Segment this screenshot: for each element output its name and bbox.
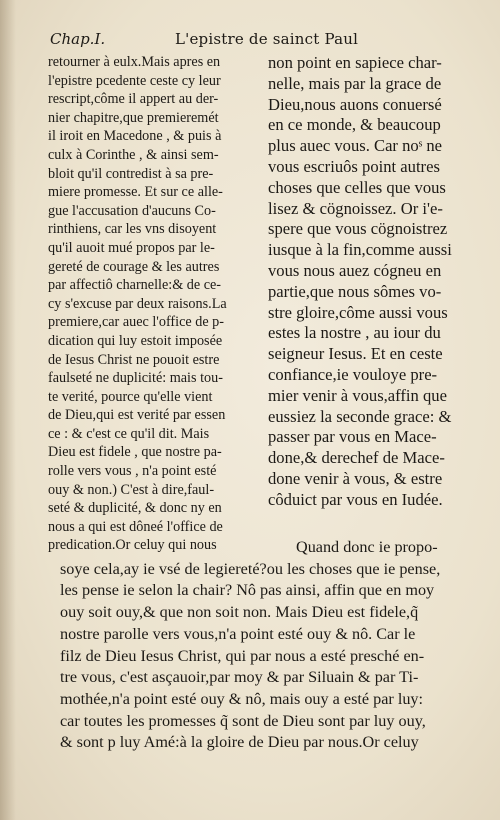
scripture-line: mier venir à vous,affin que: [268, 385, 447, 405]
commentary-line: te verité, pource qu'elle vient: [48, 388, 213, 405]
scripture-line: passer par vous en Mace-: [268, 427, 437, 447]
scripture-line: confiance,ie vouloye pre-: [268, 364, 438, 384]
commentary-line: rinthiens, car les vns disoyent: [48, 221, 217, 238]
scripture-column: [268, 53, 474, 511]
commentary-line: de Dieu,qui est verité par essen: [48, 407, 226, 424]
commentary-line: gereté de courage & les autres: [48, 258, 220, 275]
scripture-line: vous escriuôs point autres: [268, 156, 440, 176]
scripture-line: tre vous, c'est asçauoir,par moy & par Siluain & par Ti-: [60, 668, 419, 687]
scripture-line: done,& derechef de Mace-: [268, 448, 445, 468]
scripture-line: estes la nostre , au iour du: [268, 323, 441, 343]
commentary-line: premiere,car auec l'office de p-: [48, 314, 224, 331]
commentary-line: bloit qu'il contredist à sa pre-: [48, 165, 214, 182]
commentary-line: nier chapitre,que premieremét: [48, 109, 219, 126]
scripture-line: nelle, mais par la grace de: [268, 73, 442, 93]
commentary-line: rolle vers vous , n'a point esté: [48, 463, 217, 480]
scripture-line: ouy soit ouy,& que non soit non. Mais Dieu est fidele,q̃: [60, 603, 419, 622]
commentary-line: nous a qui est dôneé l'office de: [48, 518, 223, 535]
scripture-line: seigneur Iesus. Et en ceste: [268, 344, 443, 364]
commentary-line: ouy & non.) C'est à dire,faul-: [48, 481, 215, 498]
commentary-column: [48, 53, 258, 555]
commentary-line: de Iesus Christ ne pouoit estre: [48, 351, 220, 368]
commentary-line: qu'il auoit mué propos par le-: [48, 239, 215, 256]
scripture-line: mothée,n'a point esté ouy & nô, mais ouy a esté par luy:: [60, 689, 424, 708]
scripture-line: soye cela,ay ie vsé de legiereté?ou les choses que ie pense,: [60, 559, 441, 578]
commentary-line: faulseté ne duplicité: mais tou-: [48, 370, 223, 387]
scripture-line: plus auec vous. Car noˢ ne: [268, 136, 443, 156]
commentary-line: ce : & c'est ce qu'il dit. Mais: [48, 425, 210, 442]
scripture-line: filz de Dieu Iesus Christ, qui par nous a esté presché en-: [60, 646, 425, 665]
running-title: L'epistre de sainct Paul: [175, 30, 359, 48]
commentary-line: cy s'excuse par deux raisons.La: [48, 295, 227, 312]
commentary-line: l'epistre pcedente ceste cy leur: [48, 72, 221, 89]
chapter-label: Chap.I.: [50, 30, 106, 48]
scripture-line: spere que vous cögnoistrez: [268, 219, 448, 239]
scripture-line: car toutes les promesses q̃ sont de Dieu sont par luy ouy,: [60, 711, 426, 730]
scripture-line: eussiez la seconde grace: &: [268, 406, 452, 426]
scripture-line: iusque à la fin,comme aussi: [268, 240, 452, 260]
commentary-line: par affectiô charnelle:& de ce-: [48, 277, 222, 294]
running-header: [50, 30, 460, 52]
scripture-line: done venir à vous, & estre: [268, 468, 443, 488]
commentary-line: dication qui luy estoit imposée: [48, 332, 223, 349]
commentary-line: miere promesse. Et sur ce alle-: [48, 184, 223, 201]
commentary-line: predication.Or celuy qui nous: [48, 537, 217, 554]
scripture-line: non point en sapiece char-: [268, 53, 442, 72]
scripture-line: Quand donc ie propo-: [296, 538, 438, 556]
commentary-line: rescript,côme il appert au der-: [48, 91, 219, 108]
scripture-line: Dieu,nous auons conuersé: [268, 94, 442, 114]
scripture-line: vous nous auez cógneu en: [268, 260, 442, 280]
scripture-line: côduict par vous en Iudée.: [268, 489, 443, 509]
scripture-full-width: [60, 537, 475, 754]
scripture-line: nostre parolle vers vous,n'a point esté ouy & nô. Car le: [60, 624, 416, 643]
commentary-line: il iroit en Macedone , & puis à: [48, 128, 222, 145]
commentary-line: Dieu est fidele , que nostre pa-: [48, 444, 222, 461]
scripture-line: & sont p luy Amé:à la gloire de Dieu par nous.Or celuy: [60, 733, 419, 752]
scripture-line: stre gloire,côme aussi vous: [268, 302, 448, 322]
commentary-line: retourner à eulx.Mais apres en: [48, 54, 221, 70]
commentary-line: gue l'accusation d'aucuns Co-: [48, 202, 216, 219]
scripture-line: partie,que nous sômes vo-: [268, 281, 442, 301]
commentary-line: culx à Corinthe , & ainsi sem-: [48, 146, 219, 163]
page-gutter-shadow: [0, 0, 16, 820]
scripture-line: les pense ie selon la chair? Nô pas ainsi, affin que en moy: [60, 581, 435, 600]
scripture-line: choses que celles que vous: [268, 177, 446, 197]
scripture-line: lisez & cögnoissez. Or i'e-: [268, 198, 443, 218]
scripture-line: en ce monde, & beaucoup: [268, 115, 441, 135]
commentary-line: seté & duplicité, & donc ny en: [48, 500, 222, 517]
